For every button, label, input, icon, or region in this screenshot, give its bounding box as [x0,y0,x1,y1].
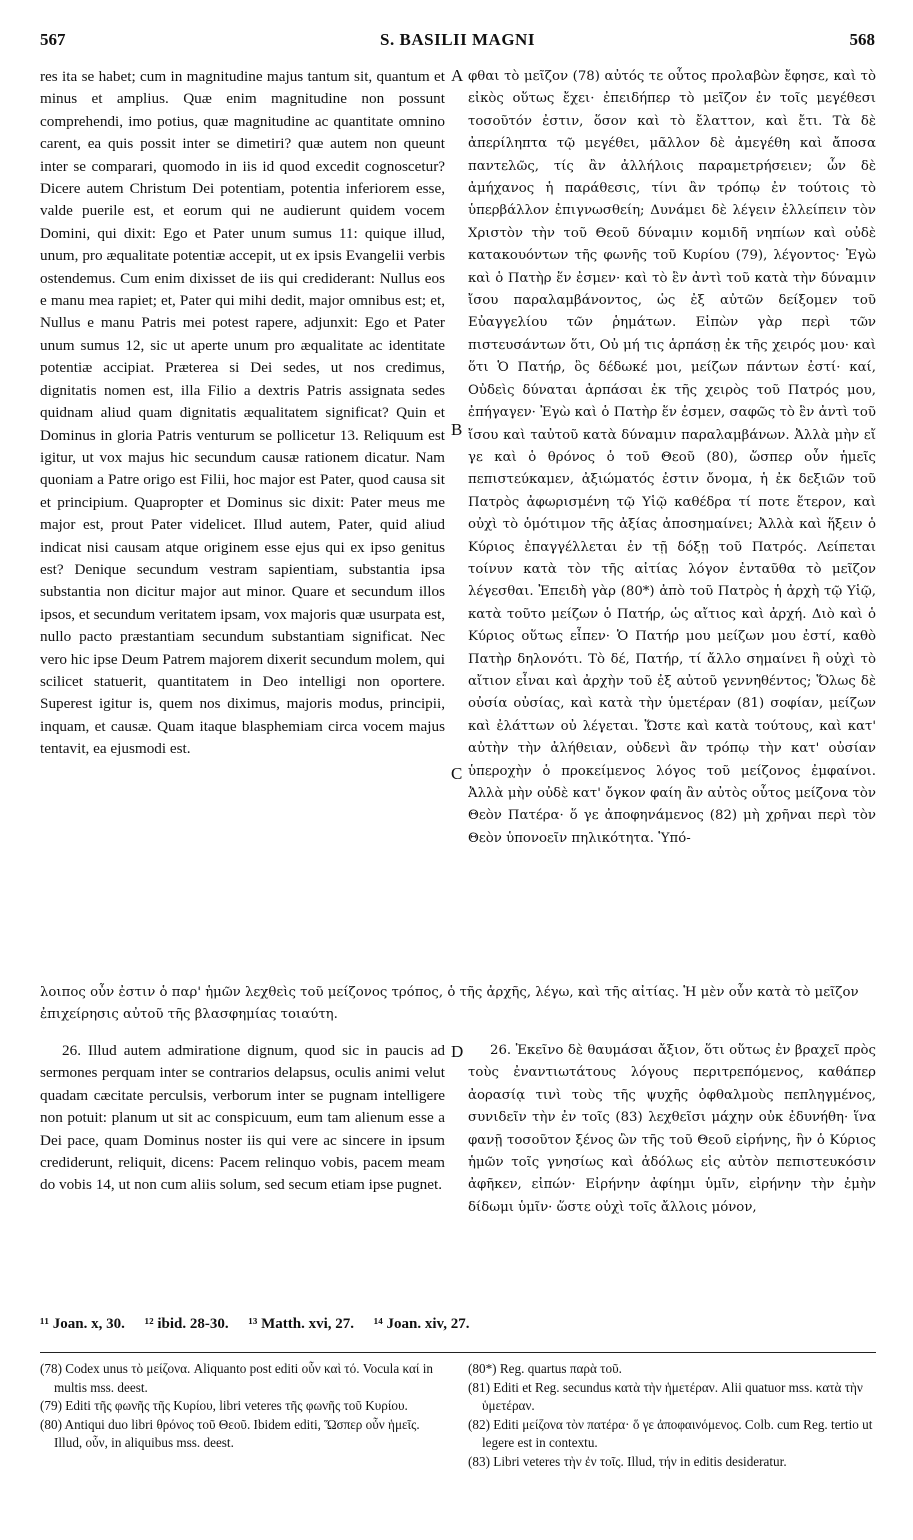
latin-column-top [40,66,445,972]
scripture-ref: ¹⁴ Joan. xiv, 27. [373,1316,470,1332]
margin-letter-d: D [451,1042,464,1061]
greek-column-top [468,66,876,972]
scripture-ref: ¹¹ Joan. x, 30. [40,1316,125,1332]
footnotes-left [40,1360,445,1480]
footnote: (80) Antiqui duo libri θρόνος τοῦ Θεοῦ. Ibidem editi, Ὥσπερ οὖν ἡμεῖς. Illud, οὖν, in aliquibus mss. deest. [40,1416,420,1451]
footnote: (78) Codex unus τὸ μείζονα. Aliquanto post editi οὗν καὶ τό. Vocula καί in multis mss. deest. [40,1361,434,1395]
footnote: (81) Editi et Reg. secundus κατὰ τὴν ἡμετέραν. Alii quatuor mss. κατὰ τὴν ὑμετέραν. [468,1379,863,1414]
scripture-references [40,1316,876,1342]
latin-column-bottom [40,1040,445,1302]
footnotes-right [468,1360,876,1480]
footnote: (82) Editi μείζονα τὸν πατέρα· ὅ γε ἀποφαινόμενος. Colb. cum Reg. tertio ut legere est in contextu. [468,1416,873,1451]
greek-paragraph-26: 26. Ἐκεῖνο δὲ θαυμάσαι ἄξιον, ὅτι οὕτως ἐν βραχεῖ πρὸς τοὺς ἐναντιωτάτους λόγους περιτρεπόμενος, καθάπερ ἀορασίᾳ τινὶ τοὺς τῆς ψυχῆς ὀφθαλμοὺς πεπληγμένος, συνιδεῖν τὴν ἐν τοῖς (83) λεχθεῖσι μάχην οὐκ ἐδυνήθη· ἵνα φανῇ τοσοῦτον ξένος ὢν τῆς τοῦ Θεοῦ εἰρήνης, ἣν ὁ Κύριος ἡμῶν τοῖς γνησίως καὶ ἀδόλως εἰς αὐτὸν πεπιστευκόσιν ἀφῆκεν, εἰπών· Εἰρήνην ἀφίημι ὑμῖν, εἰρήνην τὴν ἐμὴν δίδωμι ὑμῖν· ὥστε οὐχὶ τοῖς ἄλλοις μόνον, [468,1043,876,1215]
greek-paragraph-25: φθαι τὸ μεῖζον (78) αὐτός τε οὗτος προλαβὼν ἔφησε, καὶ τὸ εἰκὸς οὕτως ἔχει· ἐπειδήπερ τὸ μεῖζον ἐν τοῖς μεγέθεσι τοσοῦτόν ἐστιν, ὅσον καὶ τὸ ἔλαττον, καὶ ἔτι. Τὰ δὲ ἀπερίληπτα τῷ μεγέθει, μᾶλλον δὲ ἀμεγέθη καὶ ἄποσα παντελῶς, τίς ἂν ἀλλήλοις παραμετρήσειεν; ὧν δὲ ἀμήχανος ἡ παράθεσις, τίνι ἂν τρόπῳ ἐν τούτοις τὸ ὑπερβάλλον ἐπιγνωσθείη; Δυνάμει δὲ λέγειν ἐλλείπειν τὸν Χριστὸν τὴν τοῦ Θεοῦ δύναμιν κομιδῆ νηπίων καὶ οὐδὲ κατακουόντων τῆς φωνῆς τοῦ Κυρίου (79), λέγοντος· Ἐγὼ καὶ ὁ Πατὴρ ἕν ἐσμεν· καὶ τὸ ἓν ἀντὶ τοῦ κατὰ τὴν δύναμιν ἴσου παραλαμβάνοντος, ὡς ἐξ αὐτῶν δείξομεν τοῦ Εὐαγγελίου τῶν ῥημάτων. Εἰπὼν γὰρ περὶ τῶν πιστευσάντων ὅτι, Οὐ μή τις ἁρπάσῃ ἐκ τῆς χειρός μου· καὶ ὅτι Ὁ Πατήρ, ὃς δέδωκέ μοι, μείζων πάντων ἐστί· καί, Οὐδεὶς δύναται ἁρπάσαι ἐκ τῆς χειρὸς τοῦ Πατρός μου, ἐπήγαγεν· Ἐγὼ καὶ ὁ Πατὴρ ἕν ἐσμεν, σαφῶς τὸ ἓν ἀντὶ τοῦ ἴσου καὶ ταὐτοῦ κατὰ δύναμιν παραλαμβάνων. Ἀλλὰ μὴν εἴ γε καὶ ὁ θρόνος ὁ τοῦ Θεοῦ (80), ὥσπερ οὖν ἡμεῖς πεπιστεύκαμεν, ἀξιώματός ἐστιν ὄνομα, ἡ ἐκ δεξιῶν τοῦ Πατρὸς ἀφωρισμένη τῷ Υἱῷ καθέδρα τί ποτε ἕτερον, καὶ οὐχὶ τὸ ὁμότιμον τῆς ἀξίας ἀποσημαίνει; Ἀλλὰ καὶ ἥξειν ὁ Κύριος ἐπαγγέλλεται ἐν τῇ δόξῃ τοῦ Πατρός. Λείπεται τοίνυν κατὰ τὸν τῆς αἰτίας λόγον ἐνταῦθα τὸ μεῖζον λέγεσθαι. Ἐπειδὴ γὰρ (80*) ἀπὸ τοῦ Πατρὸς ἡ ἀρχὴ τῷ Υἱῷ, κατὰ τοῦτο μείζων ὁ Πατήρ, ὡς αἴτιος καὶ ἀρχή. Διὸ καὶ ὁ Κύριος οὕτως εἶπεν· Ὁ Πατήρ μου μείζων μου ἐστί, καθὸ Πατὴρ δηλονότι. Τὸ δέ, Πατήρ, τί ἄλλο σημαίνει ἢ οὐχὶ τὸ αἴτιον εἶναι καὶ ἀρχὴν τοῦ ἐξ αὐτοῦ γεννηθέντος; Ὅλως δὲ οὐσία οὐσίας, καὶ κατὰ τὴν ὑμετέραν (81) σοφίαν, μείζων καὶ ἐλάττων οὐ λέγεται. Ὥστε καὶ κατὰ τούτους, καὶ κατ' αὐτὴν τὴν ἀλήθειαν, οὐδενὶ ἂν τρόπῳ τὴν κατ' οὐσίαν ὑπεροχὴν ὁ προκείμενος λόγος τοῦ μείζονος ἐμφαίνοι. Ἀλλὰ μὴν οὐδὲ κατ' ὄγκον φαίη ἂν αὐτὸς οὗτος μείζονα τὸν Θεὸν Πατέρα· ὅ γε ἀποφηνάμενος (82) μὴ χρῆναι περὶ τὸν Θεὸν ὑπονοεῖν πηλικότητα. Ὑπό- [468,69,876,846]
footnote: (79) Editi τῆς φωνῆς τῆς Κυρίου, libri veteres τῆς φωνῆς τοῦ Κυρίου. [40,1398,408,1414]
footnote: (80*) Reg. quartus παρὰ τοῦ. [468,1361,622,1376]
page-number-right: 568 [849,30,875,49]
scripture-ref: ¹³ Matth. xvi, 27. [248,1316,355,1332]
page-number-left: 567 [40,30,66,49]
margin-letter-b: B [451,420,463,439]
greek-fullwidth-tail: λοιπος οὖν ἐστιν ὁ παρ' ἡμῶν λεχθεὶς τοῦ μείζονος τρόπος, ὁ τῆς ἀρχῆς, λέγω, καὶ τῆς αἰτίας. Ἡ μὲν οὖν κατὰ τὸ μεῖζον ἐπιχείρησις αὐτοῦ τῆς βλασφημίας τοιαύτη. [40,985,859,1023]
greek-column-bottom [468,1040,876,1302]
margin-letter-c: C [451,764,463,783]
latin-paragraph-25: res ita se habet; cum in magnitudine majus tantum sit, quantum et minus et amplius. Quæ enim magnitudine non possunt comprehendi, imo potius, quæ magnitudine ac quantitate omnino carent, ea quis possit inter se dimetiri? quæ autem non queunt inter se comparari, quomodo in iis id quod excedit cognoscetur? Dicere autem Christum Dei potentiam, potentia inferiorem esse, valde puerile est, et eorum qui ne audierunt quidem vocem Domini, qui dixit: Ego et Pater unum sumus 11: quique illud, unum, pro æqualitate potentiæ accepit, ut ex ipsis Evangelii verbis ostendemus. Cum enim dixisset de iis qui crediderant: Nullus eos e manu mea rapiet; et, Pater qui mihi dedit, major omnibus est; et, Nullus e manu Patris mei potest rapere, adjunxit: Ego et Pater unum sumus 12, sic ut aperte unum pro æqualitate ac identitate potentiæ accipiat. Præterea si Dei sedes, ut nos credimus, dignitatis nomen est, illa Filio a dextris Patris assignata sedes quidnam aliud quam dignitatis æqualitatem significat? Quin et Dominus in gloria Patris venturum se pollicetur 13. Reliquum est igitur, ut vox majus hic secundum causæ rationem dicatur. Nam quoniam a Patre origo est Filii, hoc major est Pater, quod causa sit et principium. Quapropter et Dominus sic dixit: Pater meus me major est, prout Pater videlicet. Illud autem, Pater, quid aliud indicat nisi causam atque originem esse ejus qui ex ipso genitus est? Denique secundum vestram sapientiam, substantia ipsa substantia non dicitur major aut minor. Quare et secundum illos ipsos, et secundum veritatem ipsam, vox majoris quæ usurpata est, nullo pacto præstantiam secundum substantiam significat. Nec vero hic ipse Deum Patrem majorem dixerit secundum molem, qui scilicet statuerit, quantitatem in Deo intelligi non oportere. Superest igitur is, quem nos diximus, majoris modus, principii, inquam, et causæ. Quam itaque blasphemiam circa vocem majus tentavit, ea ejusmodi est. [40,68,445,758]
scripture-ref: ¹² ibid. 28-30. [144,1316,229,1332]
footnote: (83) Libri veteres τὴν ἐν τοῖς. Illud, τήν in editis desideratur. [468,1453,787,1469]
latin-paragraph-26: 26. Illud autem admiratione dignum, quod sic in paucis ad sermones perquam inter se contrarios delapsus, oculis animi velut quadam cæcitate perculsis, verborum inter se pugnam intelligere non potuit: planum ut sit ac conspicuum, eum tam alienum esse a Dei pace, quam Dominus noster iis qui vere ac sincere in ipsum crediderunt, reliquit, dicens: Pacem relinquo vobis, pacem meam do vobis 14, ut non cum aliis solum, sed secum etiam ipse pugnet. [40,1042,445,1194]
footnote-divider [40,1352,876,1353]
margin-letter-a: A [451,66,464,85]
running-header [40,30,875,56]
running-title: S. BASILII MAGNI [380,30,535,49]
